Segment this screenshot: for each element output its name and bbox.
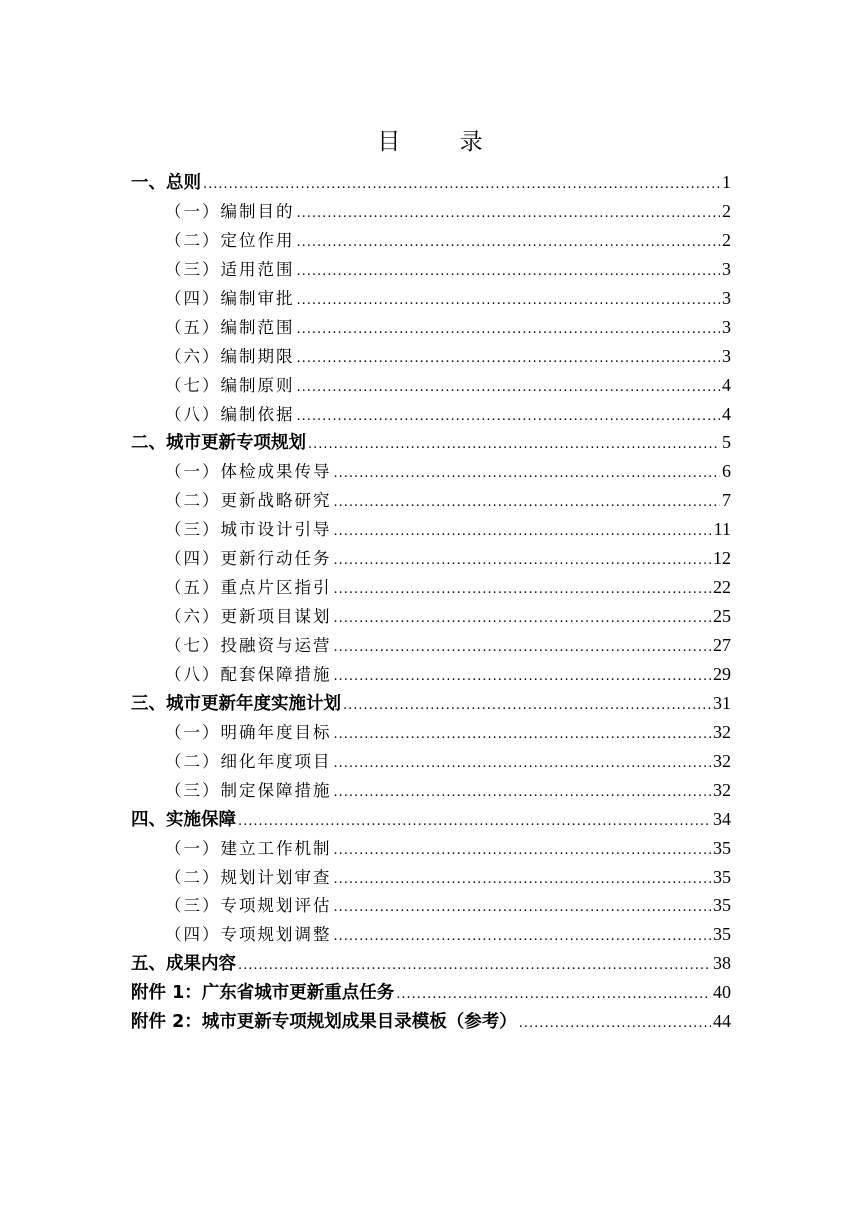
toc-entry-label: 四、实施保障: [131, 809, 236, 830]
toc-dot-leader: [334, 779, 712, 808]
toc-dot-leader: [203, 171, 720, 200]
toc-section-entry[interactable]: [131, 428, 731, 457]
toc-entry-label: （二）更新战略研究: [165, 491, 332, 511]
toc-subsection-entry[interactable]: [131, 863, 731, 892]
toc-dot-leader: [334, 547, 712, 576]
toc-entry-label: （五）重点片区指引: [165, 578, 332, 598]
toc-entry-label: （三）城市设计引导: [165, 520, 332, 540]
toc-dot-leader: [334, 634, 712, 663]
toc-dot-leader: [297, 374, 721, 403]
toc-entry-label: 一、总则: [131, 173, 201, 193]
toc-page-number: 25: [713, 606, 731, 627]
toc-entry-label: （四）更新行动任务: [165, 549, 332, 569]
toc-dot-leader: [519, 1010, 711, 1039]
toc-subsection-entry[interactable]: [131, 602, 731, 631]
toc-dot-leader: [297, 258, 721, 287]
toc-dot-leader: [238, 808, 711, 837]
toc-subsection-entry[interactable]: [131, 371, 731, 400]
toc-page-number: 3: [722, 287, 731, 308]
toc-dot-leader: [297, 229, 721, 258]
toc-page-number: 44: [713, 1011, 731, 1032]
toc-dot-leader: [334, 518, 712, 547]
toc-dot-leader: [297, 200, 721, 229]
toc-entry-label: （八）编制依据: [165, 404, 295, 424]
toc-dot-leader: [334, 663, 712, 692]
toc-entry-label: （四）编制审批: [165, 288, 295, 308]
toc-dot-leader: [297, 345, 721, 374]
toc-entry-label: 附件 2：城市更新专项规划成果目录模板（参考）: [131, 1012, 517, 1033]
toc-section-entry[interactable]: [131, 1007, 731, 1036]
toc-entry-label: 二、城市更新专项规划: [131, 433, 306, 454]
toc-title: 目 录: [377, 129, 509, 155]
toc-dot-leader: [297, 316, 721, 345]
toc-page-number: 3: [722, 316, 731, 337]
toc-page-number: 32: [713, 721, 731, 742]
toc-dot-leader: [343, 692, 711, 721]
toc-dot-leader: [334, 721, 712, 750]
toc-page-number: 3: [722, 345, 731, 366]
toc-entry-label: （一）体检成果传导: [165, 462, 332, 482]
toc-section-entry[interactable]: [131, 949, 731, 978]
toc-page-number: 31: [713, 692, 731, 713]
toc-subsection-entry[interactable]: [131, 920, 731, 949]
toc-subsection-entry[interactable]: [131, 747, 731, 776]
toc-page-number: 3: [722, 258, 731, 279]
toc-subsection-entry[interactable]: [131, 342, 731, 371]
toc-subsection-entry[interactable]: [131, 573, 731, 602]
toc-subsection-entry[interactable]: [131, 197, 731, 226]
toc-dot-leader: [238, 952, 711, 981]
toc-dot-leader: [334, 894, 712, 923]
toc-entry-label: （一）明确年度目标: [165, 722, 332, 742]
toc-dot-leader: [334, 866, 712, 895]
toc-dot-leader: [396, 981, 711, 1010]
toc-page-number: 35: [713, 866, 731, 887]
toc-dot-leader: [334, 837, 712, 866]
toc-page-number: 5: [722, 432, 731, 453]
toc-subsection-entry[interactable]: [131, 284, 731, 313]
toc-page-number: 35: [713, 924, 731, 945]
toc-entry-label: （五）编制范围: [165, 317, 295, 337]
toc-page-number: 2: [722, 200, 731, 221]
toc-subsection-entry[interactable]: [131, 515, 731, 544]
table-of-contents: [131, 168, 731, 1036]
toc-entry-label: （七）投融资与运营: [165, 636, 332, 655]
toc-page-number: 27: [713, 635, 731, 655]
toc-subsection-entry[interactable]: [131, 660, 731, 689]
toc-page-number: 34: [713, 808, 731, 829]
toc-subsection-entry[interactable]: [131, 718, 731, 747]
toc-subsection-entry[interactable]: [131, 400, 731, 429]
toc-entry-label: （一）编制目的: [165, 201, 295, 221]
toc-page-number: 12: [713, 548, 731, 569]
toc-entry-label: （六）编制期限: [165, 346, 295, 366]
toc-subsection-entry[interactable]: [131, 891, 731, 920]
toc-section-entry[interactable]: [131, 978, 731, 1007]
toc-page-number: 32: [713, 750, 731, 771]
toc-subsection-entry[interactable]: [131, 486, 731, 515]
toc-page-number: 35: [713, 895, 731, 916]
toc-dot-leader: [308, 431, 720, 460]
toc-entry-label: 附件 1：广东省城市更新重点任务: [131, 983, 395, 1004]
toc-entry-label: （三）专项规划评估: [165, 896, 332, 916]
toc-page-number: 40: [713, 982, 731, 1003]
toc-dot-leader: [334, 460, 721, 489]
toc-entry-label: （三）制定保障措施: [165, 780, 332, 800]
toc-entry-label: （二）定位作用: [165, 230, 295, 250]
toc-entry-label: （四）专项规划调整: [165, 925, 332, 945]
toc-page-number: 4: [722, 403, 731, 424]
toc-dot-leader: [334, 923, 712, 952]
toc-section-entry[interactable]: [131, 805, 731, 834]
toc-subsection-entry[interactable]: [131, 226, 731, 255]
toc-page-number: 35: [713, 837, 731, 858]
toc-subsection-entry[interactable]: [131, 834, 731, 863]
toc-page-number: 22: [713, 577, 731, 598]
toc-entry-label: （八）配套保障措施: [165, 664, 332, 684]
toc-page-number: 32: [713, 779, 731, 800]
toc-page-number: 1: [722, 172, 731, 192]
toc-page-number: 6: [722, 461, 731, 482]
toc-dot-leader: [334, 576, 712, 605]
toc-dot-leader: [334, 750, 712, 779]
toc-section-entry[interactable]: [131, 689, 731, 718]
toc-subsection-entry[interactable]: [131, 544, 731, 573]
toc-subsection-entry[interactable]: [131, 313, 731, 342]
toc-page-number: 11: [713, 519, 731, 540]
toc-page-number: 29: [713, 663, 731, 684]
toc-subsection-entry[interactable]: [131, 631, 731, 660]
toc-entry-label: （七）编制原则: [165, 375, 295, 395]
toc-entry-label: 三、城市更新年度实施计划: [131, 693, 341, 714]
toc-dot-leader: [334, 489, 721, 518]
toc-subsection-entry[interactable]: [131, 255, 731, 284]
toc-page-number: 38: [713, 953, 731, 974]
toc-page-number: 7: [722, 490, 731, 511]
toc-entry-label: （一）建立工作机制: [165, 838, 332, 858]
toc-page-number: 4: [722, 374, 731, 395]
toc-entry-label: （六）更新项目谋划: [165, 607, 332, 627]
toc-entry-label: （三）适用范围: [165, 259, 295, 279]
toc-entry-label: （二）细化年度项目: [165, 751, 332, 771]
toc-dot-leader: [334, 605, 712, 634]
toc-subsection-entry[interactable]: [131, 776, 731, 805]
toc-dot-leader: [297, 287, 721, 316]
toc-section-entry[interactable]: [131, 168, 731, 197]
toc-entry-label: （二）规划计划审查: [165, 867, 332, 887]
toc-entry-label: 五、成果内容: [131, 954, 236, 975]
toc-page-number: 2: [722, 229, 731, 250]
toc-subsection-entry[interactable]: [131, 457, 731, 486]
toc-dot-leader: [297, 403, 721, 432]
